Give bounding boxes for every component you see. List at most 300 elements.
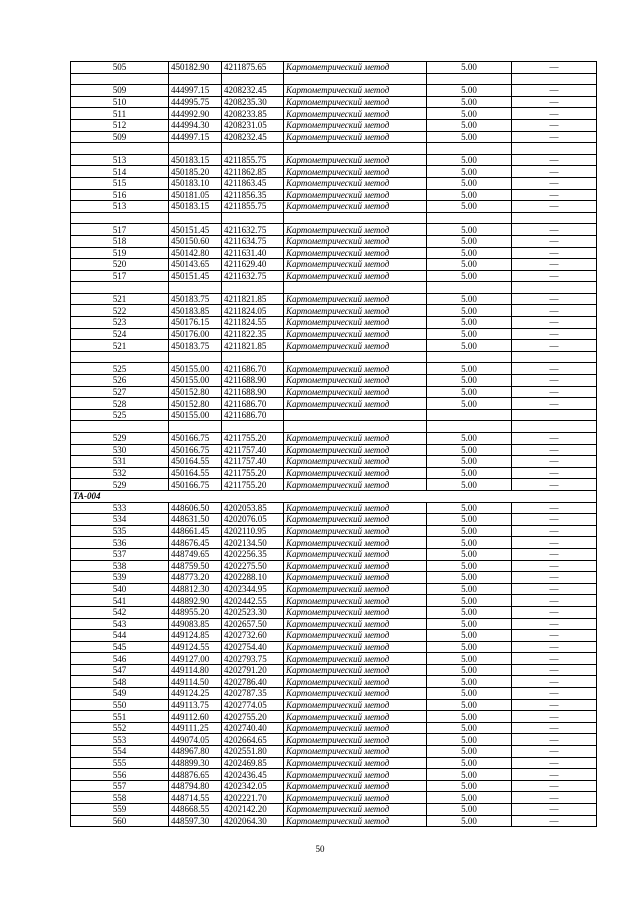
table-row <box>71 154 597 166</box>
cell-coordinate-y: 4202657.50 <box>222 618 284 630</box>
cell-description: — <box>512 804 597 816</box>
cell-accuracy: 5.00 <box>427 630 512 642</box>
table-row <box>71 815 597 827</box>
coordinates-table-body <box>71 62 597 827</box>
cell-point-number: 513 <box>71 154 169 166</box>
cell-accuracy: 5.00 <box>427 780 512 792</box>
cell-coordinate-x: 450182.90 <box>169 62 222 74</box>
cell-coordinate-x: 448899.30 <box>169 757 222 769</box>
cell-coordinate-y: 4211822.35 <box>222 328 284 340</box>
cell-method: Картометрический метод <box>284 537 427 549</box>
cell-accuracy: 5.00 <box>427 479 512 491</box>
cell-method: Картометрический метод <box>284 688 427 700</box>
cell-point-number: 509 <box>71 131 169 143</box>
table-row <box>71 804 597 816</box>
cell-description: — <box>512 189 597 201</box>
cell-coordinate-y: 4211755.20 <box>222 433 284 445</box>
cell-method: Картометрический метод <box>284 734 427 746</box>
cell-coordinate-x <box>169 73 222 85</box>
cell-coordinate-y: 4211634.75 <box>222 235 284 247</box>
cell-coordinate-x: 449124.85 <box>169 630 222 642</box>
table-row <box>71 131 597 143</box>
cell-description: — <box>512 201 597 213</box>
cell-description: — <box>512 641 597 653</box>
cell-coordinate-y: 4202076.05 <box>222 514 284 526</box>
cell-coordinate-x: 450183.75 <box>169 293 222 305</box>
cell-point-number <box>71 143 169 155</box>
cell-coordinate-x: 449127.00 <box>169 653 222 665</box>
section-row <box>71 490 597 502</box>
cell-point-number: 534 <box>71 514 169 526</box>
table-row <box>71 664 597 676</box>
cell-method: Картометрический метод <box>284 467 427 479</box>
cell-coordinate-x: 450152.80 <box>169 386 222 398</box>
cell-method: Картометрический метод <box>284 548 427 560</box>
cell-coordinate-y: 4202774.05 <box>222 699 284 711</box>
cell-accuracy: 5.00 <box>427 688 512 700</box>
cell-coordinate-y: 4202787.35 <box>222 688 284 700</box>
table-row <box>71 653 597 665</box>
table-row <box>71 398 597 410</box>
table-row <box>71 119 597 131</box>
cell-coordinate-x: 450176.00 <box>169 328 222 340</box>
cell-description <box>512 143 597 155</box>
cell-point-number: 521 <box>71 293 169 305</box>
cell-description: — <box>512 456 597 468</box>
table-row <box>71 409 597 421</box>
cell-coordinate-x: 448773.20 <box>169 572 222 584</box>
cell-accuracy <box>427 73 512 85</box>
cell-accuracy: 5.00 <box>427 722 512 734</box>
cell-point-number: 549 <box>71 688 169 700</box>
cell-description: — <box>512 746 597 758</box>
cell-accuracy: 5.00 <box>427 595 512 607</box>
cell-method: Картометрический метод <box>284 699 427 711</box>
cell-description: — <box>512 293 597 305</box>
cell-accuracy: 5.00 <box>427 270 512 282</box>
table-row <box>71 769 597 781</box>
cell-description <box>512 351 597 363</box>
cell-accuracy: 5.00 <box>427 293 512 305</box>
cell-coordinate-x: 448967.80 <box>169 746 222 758</box>
cell-coordinate-y: 4211855.75 <box>222 154 284 166</box>
cell-coordinate-x: 448597.30 <box>169 815 222 827</box>
cell-method: Картометрический метод <box>284 572 427 584</box>
cell-point-number: 509 <box>71 85 169 97</box>
cell-method: Картометрический метод <box>284 757 427 769</box>
cell-point-number: 557 <box>71 780 169 792</box>
cell-point-number: 513 <box>71 201 169 213</box>
cell-coordinate-x <box>169 212 222 224</box>
cell-accuracy: 5.00 <box>427 259 512 271</box>
cell-coordinate-x: 449074.05 <box>169 734 222 746</box>
cell-method: Картометрический метод <box>284 444 427 456</box>
cell-method: Картометрический метод <box>284 769 427 781</box>
cell-method: Картометрический метод <box>284 641 427 653</box>
cell-point-number: 530 <box>71 444 169 456</box>
cell-point-number: 546 <box>71 653 169 665</box>
cell-coordinate-y: 4202442.55 <box>222 595 284 607</box>
table-row <box>71 235 597 247</box>
cell-method: Картометрический метод <box>284 154 427 166</box>
cell-accuracy <box>427 421 512 433</box>
table-row <box>71 699 597 711</box>
cell-coordinate-x: 450164.55 <box>169 467 222 479</box>
cell-coordinate-x: 448794.80 <box>169 780 222 792</box>
cell-method: Картометрический метод <box>284 676 427 688</box>
cell-description: — <box>512 398 597 410</box>
cell-coordinate-x: 450183.15 <box>169 201 222 213</box>
cell-point-number: 543 <box>71 618 169 630</box>
cell-point-number: 544 <box>71 630 169 642</box>
cell-description: — <box>512 177 597 189</box>
cell-coordinate-x: 449111.25 <box>169 722 222 734</box>
cell-point-number: 510 <box>71 96 169 108</box>
cell-point-number: 517 <box>71 224 169 236</box>
cell-accuracy: 5.00 <box>427 224 512 236</box>
table-row <box>71 688 597 700</box>
cell-coordinate-x: 450183.75 <box>169 340 222 352</box>
table-row <box>71 305 597 317</box>
cell-description: — <box>512 606 597 618</box>
cell-coordinate-y: 4202786.40 <box>222 676 284 688</box>
cell-method <box>284 351 427 363</box>
cell-method: Картометрический метод <box>284 398 427 410</box>
table-row <box>71 201 597 213</box>
cell-coordinate-x <box>169 351 222 363</box>
cell-coordinate-y: 4202142.20 <box>222 804 284 816</box>
cell-coordinate-y: 4211632.75 <box>222 270 284 282</box>
cell-accuracy: 5.00 <box>427 433 512 445</box>
cell-coordinate-x: 448606.50 <box>169 502 222 514</box>
cell-description: — <box>512 340 597 352</box>
cell-accuracy <box>427 143 512 155</box>
table-row <box>71 583 597 595</box>
cell-coordinate-y <box>222 282 284 294</box>
cell-accuracy: 5.00 <box>427 583 512 595</box>
cell-description: — <box>512 595 597 607</box>
table-row <box>71 108 597 120</box>
table-row <box>71 630 597 642</box>
cell-point-number: 537 <box>71 548 169 560</box>
table-row <box>71 780 597 792</box>
table-row <box>71 606 597 618</box>
cell-accuracy: 5.00 <box>427 525 512 537</box>
cell-description: — <box>512 548 597 560</box>
cell-coordinate-x: 450150.60 <box>169 235 222 247</box>
cell-coordinate-y: 4202664.65 <box>222 734 284 746</box>
cell-coordinate-y: 4211686.70 <box>222 409 284 421</box>
coordinates-table <box>70 61 597 827</box>
cell-coordinate-x: 448876.65 <box>169 769 222 781</box>
cell-accuracy: 5.00 <box>427 85 512 97</box>
cell-accuracy: 5.00 <box>427 664 512 676</box>
cell-point-number: 523 <box>71 317 169 329</box>
cell-method: Картометрический метод <box>284 108 427 120</box>
cell-method: Картометрический метод <box>284 386 427 398</box>
table-row <box>71 641 597 653</box>
cell-accuracy: 5.00 <box>427 560 512 572</box>
cell-description: — <box>512 108 597 120</box>
cell-coordinate-y: 4202221.70 <box>222 792 284 804</box>
cell-point-number: 526 <box>71 375 169 387</box>
table-row <box>71 467 597 479</box>
cell-description: — <box>512 305 597 317</box>
cell-coordinate-x: 449083.85 <box>169 618 222 630</box>
cell-description: — <box>512 502 597 514</box>
cell-accuracy: 5.00 <box>427 386 512 398</box>
table-row <box>71 746 597 758</box>
cell-coordinate-y: 4211824.55 <box>222 317 284 329</box>
cell-description: — <box>512 375 597 387</box>
cell-point-number <box>71 212 169 224</box>
cell-coordinate-y: 4211755.20 <box>222 467 284 479</box>
cell-coordinate-y: 4202732.60 <box>222 630 284 642</box>
table-row <box>71 386 597 398</box>
cell-coordinate-x: 450166.75 <box>169 433 222 445</box>
cell-coordinate-y: 4211757.40 <box>222 456 284 468</box>
spacer-row <box>71 351 597 363</box>
cell-description: — <box>512 572 597 584</box>
spacer-row <box>71 212 597 224</box>
cell-accuracy: 5.00 <box>427 247 512 259</box>
cell-point-number: 553 <box>71 734 169 746</box>
cell-method: Картометрический метод <box>284 746 427 758</box>
cell-coordinate-y <box>222 351 284 363</box>
cell-method <box>284 212 427 224</box>
cell-coordinate-y: 4202754.40 <box>222 641 284 653</box>
cell-point-number: 512 <box>71 119 169 131</box>
cell-method: Картометрический метод <box>284 119 427 131</box>
table-row <box>71 525 597 537</box>
cell-accuracy: 5.00 <box>427 398 512 410</box>
table-row <box>71 270 597 282</box>
cell-method: Картометрический метод <box>284 293 427 305</box>
cell-point-number <box>71 421 169 433</box>
cell-description: — <box>512 467 597 479</box>
cell-description: — <box>512 711 597 723</box>
cell-point-number: 560 <box>71 815 169 827</box>
cell-coordinate-y: 4202275.50 <box>222 560 284 572</box>
cell-accuracy: 5.00 <box>427 618 512 630</box>
cell-coordinate-y <box>222 73 284 85</box>
cell-accuracy: 5.00 <box>427 305 512 317</box>
cell-coordinate-y: 4211631.40 <box>222 247 284 259</box>
cell-coordinate-y: 4211821.85 <box>222 293 284 305</box>
cell-description: — <box>512 560 597 572</box>
cell-coordinate-y: 4211755.20 <box>222 479 284 491</box>
cell-point-number: 525 <box>71 409 169 421</box>
cell-method: Картометрический метод <box>284 85 427 97</box>
cell-coordinate-x: 450176.15 <box>169 317 222 329</box>
cell-point-number: 542 <box>71 606 169 618</box>
cell-method: Картометрический метод <box>284 224 427 236</box>
cell-coordinate-x: 450166.75 <box>169 444 222 456</box>
cell-accuracy: 5.00 <box>427 676 512 688</box>
table-row <box>71 734 597 746</box>
cell-accuracy: 5.00 <box>427 792 512 804</box>
cell-accuracy: 5.00 <box>427 328 512 340</box>
cell-coordinate-x: 450183.85 <box>169 305 222 317</box>
cell-coordinate-x <box>169 282 222 294</box>
table-row <box>71 444 597 456</box>
cell-method: Картометрический метод <box>284 618 427 630</box>
cell-coordinate-x: 450164.55 <box>169 456 222 468</box>
table-row <box>71 166 597 178</box>
table-row <box>71 711 597 723</box>
cell-accuracy: 5.00 <box>427 734 512 746</box>
table-row <box>71 85 597 97</box>
cell-coordinate-x: 450151.45 <box>169 224 222 236</box>
cell-description: — <box>512 317 597 329</box>
cell-coordinate-x <box>169 143 222 155</box>
cell-coordinate-y: 4202053.85 <box>222 502 284 514</box>
cell-method <box>284 143 427 155</box>
cell-coordinate-x: 448668.55 <box>169 804 222 816</box>
cell-coordinate-y: 4208232.45 <box>222 85 284 97</box>
cell-point-number: 505 <box>71 62 169 74</box>
cell-method: Картометрический метод <box>284 560 427 572</box>
cell-coordinate-y: 4202793.75 <box>222 653 284 665</box>
cell-accuracy: 5.00 <box>427 96 512 108</box>
cell-description: — <box>512 618 597 630</box>
cell-point-number: 524 <box>71 328 169 340</box>
cell-coordinate-y: 4208235.30 <box>222 96 284 108</box>
cell-description: — <box>512 630 597 642</box>
table-row <box>71 340 597 352</box>
cell-accuracy: 5.00 <box>427 769 512 781</box>
cell-coordinate-x: 444995.75 <box>169 96 222 108</box>
cell-accuracy: 5.00 <box>427 606 512 618</box>
cell-point-number: 552 <box>71 722 169 734</box>
table-row <box>71 189 597 201</box>
cell-coordinate-x: 449113.75 <box>169 699 222 711</box>
cell-coordinate-x <box>169 421 222 433</box>
cell-description <box>512 282 597 294</box>
cell-coordinate-x: 450155.00 <box>169 375 222 387</box>
cell-method: Картометрический метод <box>284 166 427 178</box>
cell-description: — <box>512 769 597 781</box>
cell-accuracy: 5.00 <box>427 317 512 329</box>
cell-point-number: 520 <box>71 259 169 271</box>
cell-description: — <box>512 259 597 271</box>
cell-coordinate-x: 448812.30 <box>169 583 222 595</box>
cell-method: Картометрический метод <box>284 317 427 329</box>
cell-accuracy: 5.00 <box>427 467 512 479</box>
cell-description: — <box>512 433 597 445</box>
cell-point-number: 554 <box>71 746 169 758</box>
cell-method: Картометрический метод <box>284 525 427 537</box>
cell-coordinate-y: 4202064.30 <box>222 815 284 827</box>
cell-accuracy: 5.00 <box>427 746 512 758</box>
cell-coordinate-x: 450166.75 <box>169 479 222 491</box>
cell-accuracy: 5.00 <box>427 131 512 143</box>
cell-description <box>512 421 597 433</box>
table-row <box>71 224 597 236</box>
cell-accuracy: 5.00 <box>427 548 512 560</box>
cell-point-number: 518 <box>71 235 169 247</box>
cell-coordinate-x: 450152.80 <box>169 398 222 410</box>
cell-description: — <box>512 537 597 549</box>
cell-point-number: 547 <box>71 664 169 676</box>
cell-coordinate-y: 4202436.45 <box>222 769 284 781</box>
cell-method: Картометрический метод <box>284 804 427 816</box>
cell-accuracy: 5.00 <box>427 62 512 74</box>
cell-method: Картометрический метод <box>284 259 427 271</box>
cell-coordinate-y <box>222 143 284 155</box>
cell-coordinate-x: 450155.00 <box>169 363 222 375</box>
cell-description <box>512 409 597 421</box>
cell-point-number: 516 <box>71 189 169 201</box>
cell-method <box>284 282 427 294</box>
cell-point-number: 558 <box>71 792 169 804</box>
cell-coordinate-y: 4211862.85 <box>222 166 284 178</box>
cell-method: Картометрический метод <box>284 270 427 282</box>
cell-coordinate-y: 4202288.10 <box>222 572 284 584</box>
cell-description: — <box>512 386 597 398</box>
cell-point-number <box>71 282 169 294</box>
table-row <box>71 62 597 74</box>
cell-method: Картометрический метод <box>284 131 427 143</box>
cell-description: — <box>512 734 597 746</box>
cell-point-number: 532 <box>71 467 169 479</box>
cell-description: — <box>512 583 597 595</box>
cell-point-number: 529 <box>71 433 169 445</box>
cell-method: Картометрический метод <box>284 711 427 723</box>
cell-description: — <box>512 166 597 178</box>
cell-coordinate-y: 4202791.20 <box>222 664 284 676</box>
cell-method: Картометрический метод <box>284 433 427 445</box>
table-row <box>71 363 597 375</box>
cell-coordinate-y: 4211824.05 <box>222 305 284 317</box>
cell-description: — <box>512 444 597 456</box>
table-row <box>71 572 597 584</box>
cell-description: — <box>512 664 597 676</box>
table-row <box>71 259 597 271</box>
cell-point-number: 545 <box>71 641 169 653</box>
table-row <box>71 502 597 514</box>
cell-accuracy <box>427 409 512 421</box>
table-row <box>71 96 597 108</box>
table-row <box>71 328 597 340</box>
cell-coordinate-y: 4211688.90 <box>222 386 284 398</box>
table-row <box>71 537 597 549</box>
cell-coordinate-x: 450151.45 <box>169 270 222 282</box>
cell-point-number: 511 <box>71 108 169 120</box>
cell-description: — <box>512 722 597 734</box>
table-row <box>71 618 597 630</box>
table-row <box>71 595 597 607</box>
cell-accuracy: 5.00 <box>427 711 512 723</box>
cell-coordinate-y: 4202551.80 <box>222 746 284 758</box>
cell-coordinate-y: 4211855.75 <box>222 201 284 213</box>
cell-coordinate-y: 4202344.95 <box>222 583 284 595</box>
cell-accuracy: 5.00 <box>427 108 512 120</box>
cell-accuracy: 5.00 <box>427 235 512 247</box>
cell-description: — <box>512 154 597 166</box>
spacer-row <box>71 143 597 155</box>
cell-accuracy <box>427 212 512 224</box>
cell-point-number: 527 <box>71 386 169 398</box>
cell-coordinate-y: 4202740.40 <box>222 722 284 734</box>
cell-coordinate-y: 4211863.45 <box>222 177 284 189</box>
cell-method: Картометрический метод <box>284 780 427 792</box>
cell-point-number <box>71 351 169 363</box>
cell-coordinate-y: 4211821.85 <box>222 340 284 352</box>
table-row <box>71 456 597 468</box>
cell-accuracy: 5.00 <box>427 177 512 189</box>
cell-coordinate-y: 4208232.45 <box>222 131 284 143</box>
